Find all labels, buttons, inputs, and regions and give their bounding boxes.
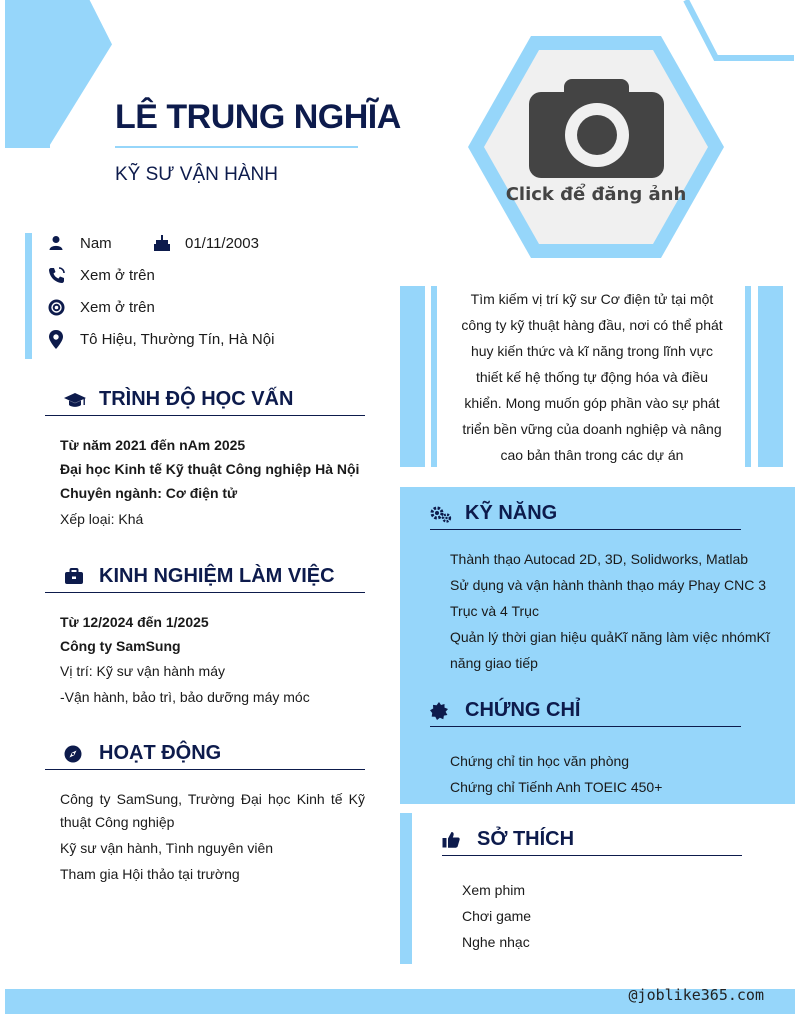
activities-divider bbox=[45, 769, 365, 770]
activity-item: Tham gia Hội thảo tại trường bbox=[60, 866, 240, 882]
certificates-title: CHỨNG CHỈ bbox=[465, 699, 581, 721]
certificates-divider bbox=[430, 726, 741, 727]
hobby-item: Chơi game bbox=[462, 908, 532, 924]
photo-upload-area[interactable] bbox=[466, 34, 726, 260]
education-content bbox=[60, 433, 370, 531]
photo-upload-label[interactable]: Click để đăng ảnh bbox=[505, 184, 687, 205]
certificates-list bbox=[450, 748, 775, 800]
experience-period: Từ 12/2024 đến 1/2025 bbox=[60, 614, 209, 630]
experience-content bbox=[60, 610, 370, 709]
objective-bar-right-wide bbox=[758, 286, 783, 467]
user-icon bbox=[48, 235, 80, 251]
camera-icon bbox=[529, 79, 664, 178]
experience-heading bbox=[64, 565, 335, 588]
gender-value: Nam bbox=[80, 234, 112, 252]
activity-item: Công ty SamSung, Trường Đại học Kinh tế Kỹ thuật Công nghiệp bbox=[60, 791, 365, 830]
birthdate-row bbox=[153, 233, 259, 253]
experience-position: Vị trí: Kỹ sư vận hành máy bbox=[60, 663, 225, 679]
email-value: Xem ở trên bbox=[80, 298, 155, 316]
phone-value: Xem ở trên bbox=[80, 266, 155, 284]
map-pin-icon bbox=[48, 330, 80, 349]
name-underline bbox=[115, 146, 358, 148]
education-rank: Xếp loại: Khá bbox=[60, 511, 144, 527]
certificate-badge-icon bbox=[430, 702, 465, 720]
skill-item: Thành thạo Autocad 2D, 3D, Solidworks, Matlab bbox=[450, 551, 749, 567]
activity-item: Kỹ sư vận hành, Tình nguyên viên bbox=[60, 840, 274, 856]
education-period: Từ năm 2021 đến nAm 2025 bbox=[60, 437, 246, 453]
activities-list bbox=[60, 788, 365, 887]
objective-bar-left-thin bbox=[431, 286, 437, 467]
thumbs-up-icon bbox=[442, 831, 477, 848]
footer-watermark: @joblike365.com bbox=[628, 986, 764, 1004]
address-row bbox=[48, 329, 274, 349]
phone-row bbox=[48, 265, 155, 285]
objective-bar-left-wide bbox=[400, 286, 425, 467]
gears-icon bbox=[430, 505, 465, 523]
experience-divider bbox=[45, 592, 365, 593]
education-title: TRÌNH ĐỘ HỌC VẤN bbox=[99, 388, 294, 410]
hobby-item: Nghe nhạc bbox=[462, 934, 530, 950]
education-heading bbox=[64, 388, 293, 411]
briefcase-icon bbox=[64, 568, 99, 585]
skills-title: KỸ NĂNG bbox=[465, 502, 558, 524]
career-objective: Tìm kiếm vị trí kỹ sư Cơ điện tử tại một công ty kỹ thuật hàng đầu, nơi có thể phát huy kiến thức và kĩ năng trong lĩnh vực thiết kế hệ thống tự động hóa và điều khiển. Mong muốn góp phần vào sự phát triển bền vững của doanh nghiệp và nâng cao bản thân trong các dự án bbox=[461, 291, 723, 463]
job-title: KỸ SƯ VẬN HÀNH bbox=[115, 164, 278, 185]
hobby-item: Xem phim bbox=[462, 882, 526, 898]
experience-company: Công ty SamSung bbox=[60, 638, 181, 654]
skill-item: Sử dụng và vận hành thành thạo máy Phay CNC 3 Trục và 4 Trục bbox=[450, 577, 767, 619]
certificate-item: Chứng chỉ tin học văn phòng bbox=[450, 753, 630, 769]
gender-row bbox=[48, 233, 112, 253]
education-divider bbox=[45, 415, 365, 416]
skill-item: Quản lý thời gian hiệu quảKĩ năng làm việc nhómKĩ năng giao tiếp bbox=[450, 629, 770, 671]
skills-divider bbox=[430, 529, 741, 530]
certificate-item: Chứng chỉ Tiếnh Anh TOEIC 450+ bbox=[450, 779, 663, 795]
hobbies-title: SỞ THÍCH bbox=[477, 828, 575, 850]
activities-title: HOẠT ĐỘNG bbox=[99, 742, 222, 764]
decor-shape-top-left-angled bbox=[48, 0, 112, 148]
experience-duty: -Vận hành, bảo trì, bảo dưỡng máy móc bbox=[60, 689, 310, 705]
candidate-name: LÊ TRUNG NGHĨA bbox=[115, 98, 401, 136]
info-accent-bar bbox=[25, 233, 32, 359]
hobbies-divider bbox=[442, 855, 742, 856]
education-major: Chuyên ngành: Cơ điện tử bbox=[60, 485, 238, 501]
education-school: Đại học Kinh tế Kỹ thuật Công nghiệp Hà Nội bbox=[60, 461, 360, 477]
hobbies-accent-bar bbox=[400, 813, 412, 964]
experience-title: KINH NGHIỆM LÀM VIỆC bbox=[99, 565, 335, 587]
certificates-heading bbox=[430, 699, 580, 722]
skills-list bbox=[450, 546, 775, 676]
address-value: Tô Hiệu, Thường Tín, Hà Nội bbox=[80, 330, 275, 348]
activities-heading bbox=[64, 742, 221, 765]
email-row bbox=[48, 297, 155, 317]
birthdate-value: 01/11/2003 bbox=[185, 234, 259, 252]
skills-heading bbox=[430, 502, 557, 525]
hobbies-heading bbox=[442, 828, 574, 851]
at-sign-icon bbox=[48, 299, 80, 316]
hobbies-list bbox=[462, 877, 722, 955]
phone-icon bbox=[48, 266, 80, 284]
objective-bar-right-thin bbox=[745, 286, 751, 467]
graduation-cap-icon bbox=[64, 391, 99, 409]
decor-shape-top-left bbox=[5, 0, 50, 148]
birthday-cake-icon bbox=[153, 234, 185, 252]
compass-icon bbox=[64, 745, 99, 763]
